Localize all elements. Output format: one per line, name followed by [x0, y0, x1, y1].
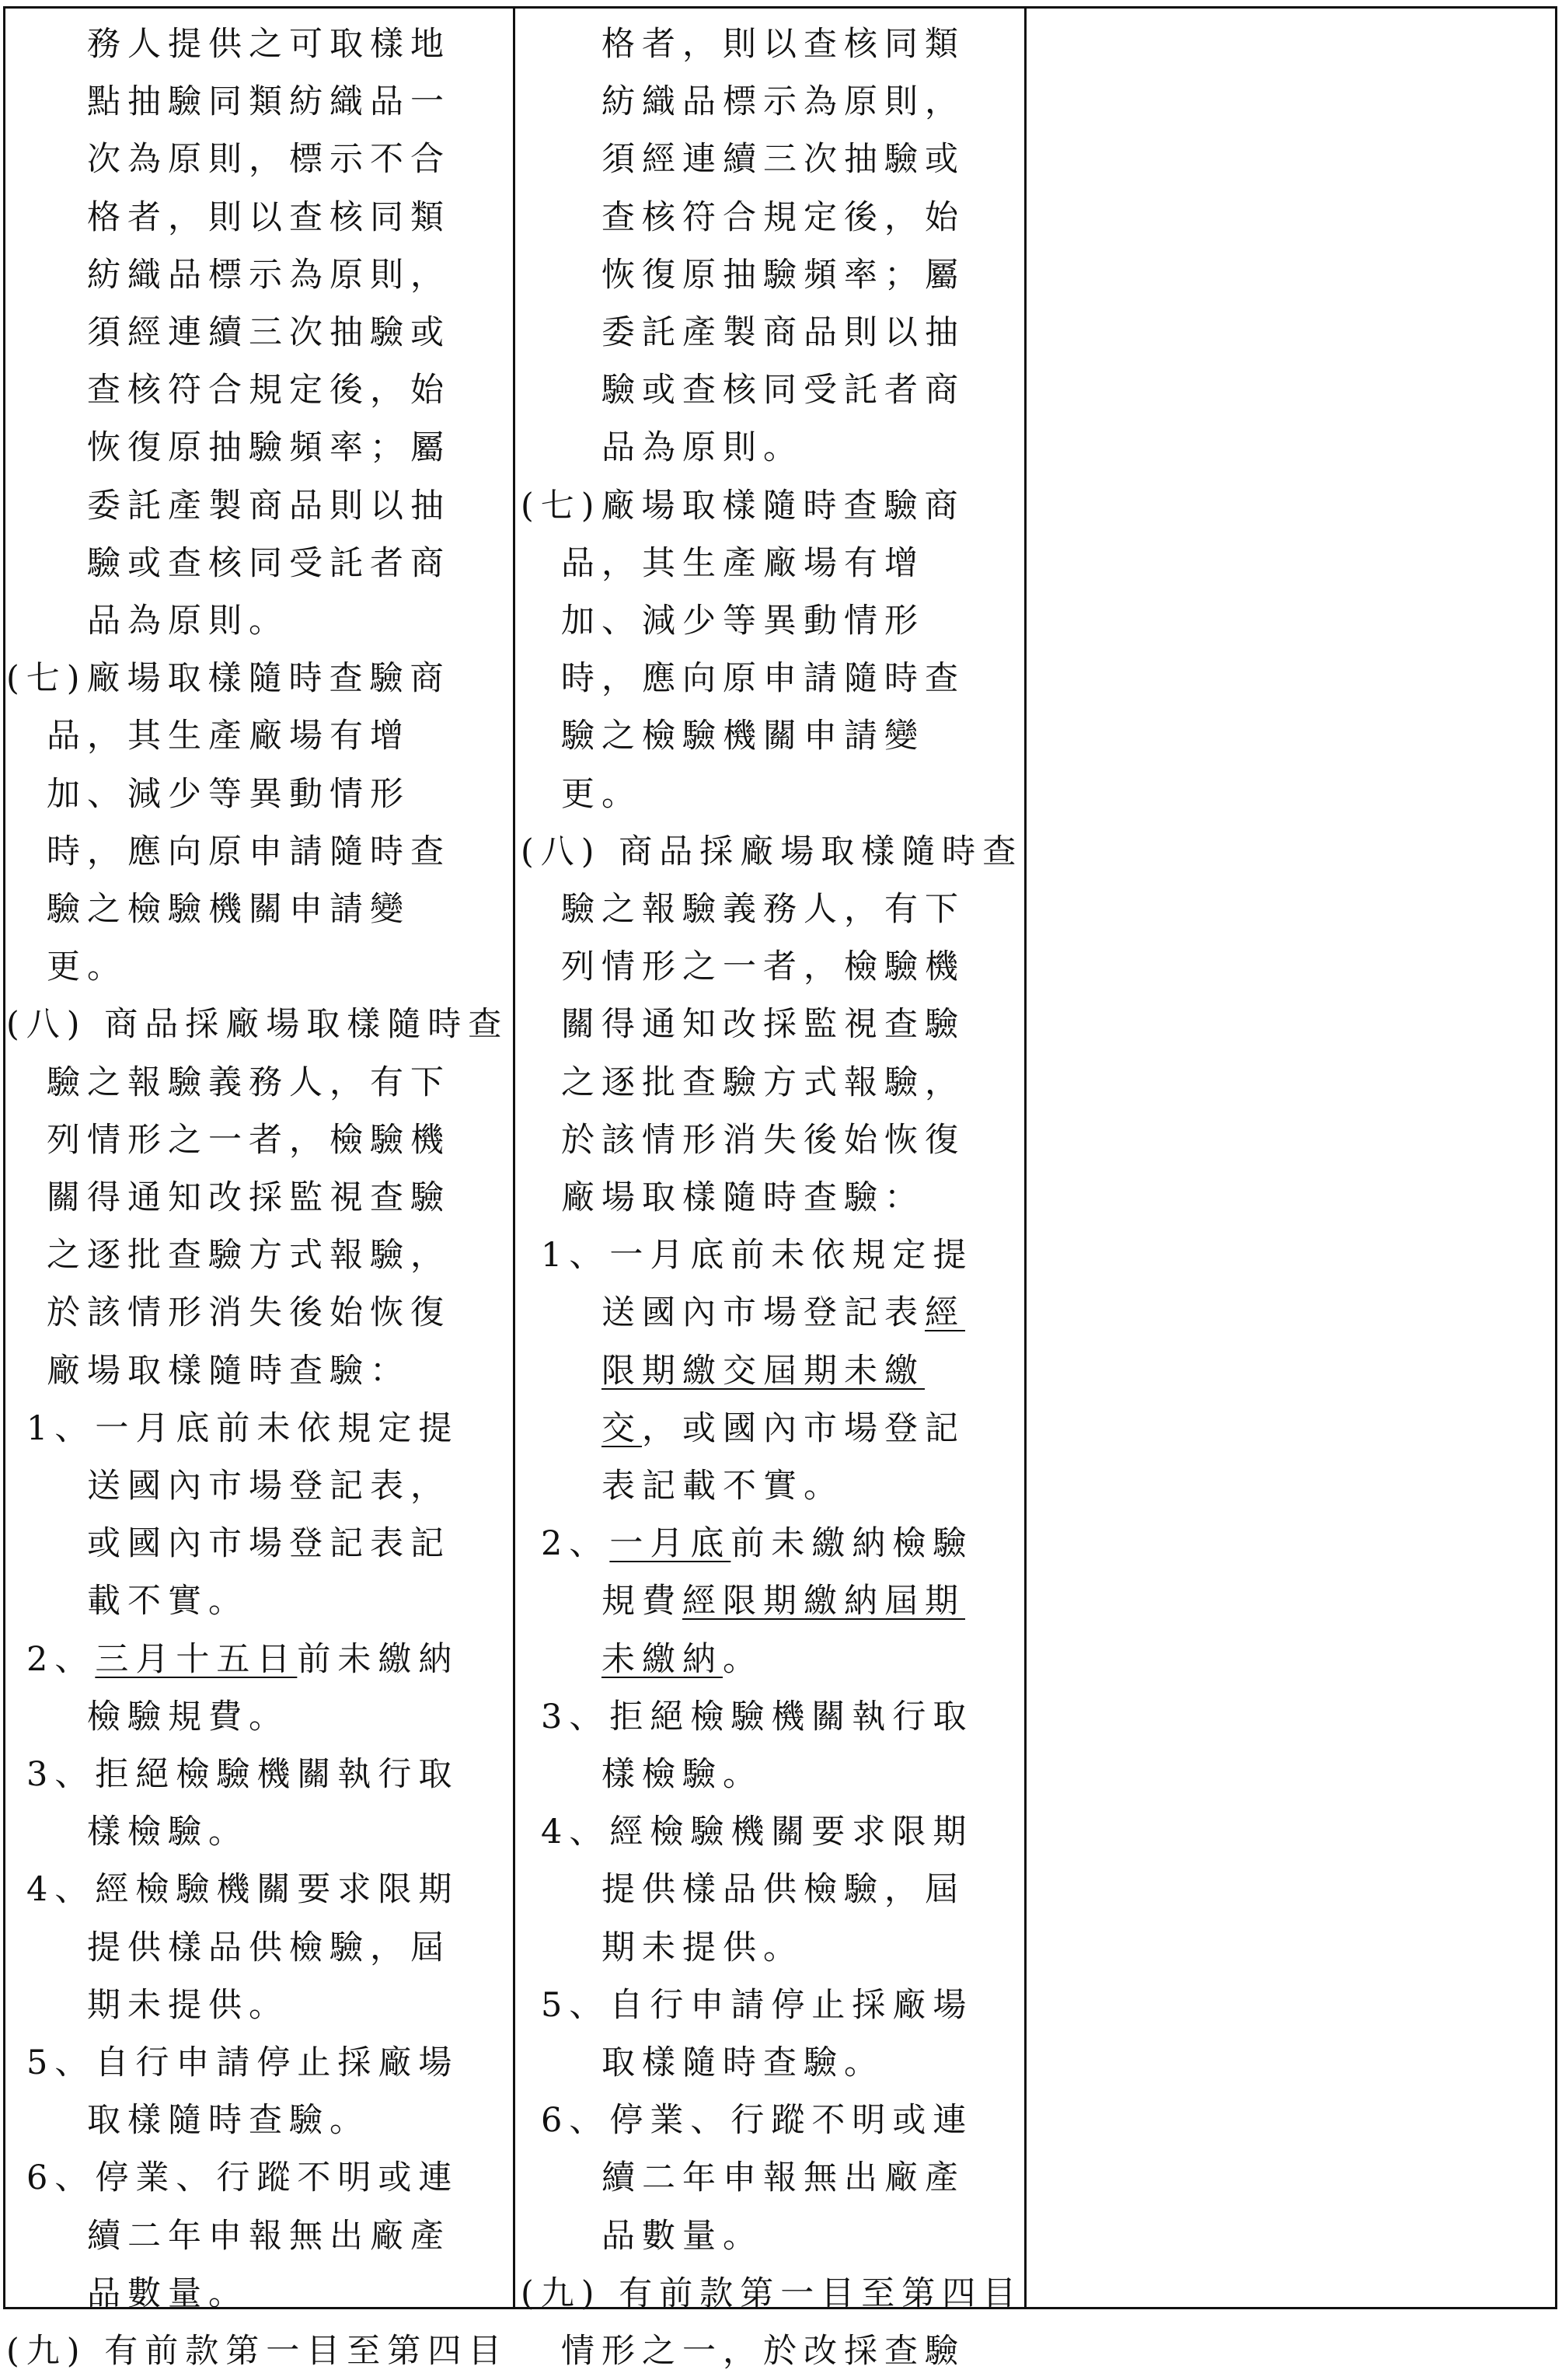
- text-line: 查核符合規定後，始: [87, 371, 451, 410]
- text-line: 品，其生產廠場有增: [47, 717, 410, 756]
- underlined-amendment: 一月底: [609, 1524, 731, 1564]
- underlined-amendment: 經: [925, 1293, 965, 1333]
- text-line: 時，應向原申請隨時查: [47, 832, 451, 871]
- text-line: 廠場取樣隨時查驗：: [47, 1351, 410, 1391]
- text-line: 期未提供。: [601, 1928, 804, 1967]
- text-line: (八) 商品採廠場取樣隨時查: [521, 832, 1023, 871]
- text-line: 之逐批查驗方式報驗，: [561, 1063, 965, 1102]
- text-line: 列情形之一者，檢驗機: [561, 947, 965, 987]
- text-line: 關得通知改採監視查驗: [47, 1178, 451, 1217]
- text-line: [601, 1342, 925, 1400]
- text-line: 恢復原抽驗頻率；屬: [87, 428, 451, 468]
- column-divider-1: [513, 6, 515, 2309]
- text-line: 未繳納。: [601, 1639, 763, 1679]
- text-line: 取樣隨時查驗。: [601, 2043, 884, 2082]
- text-line: 1、一月底前未依規定提: [26, 1408, 459, 1448]
- underlined-amendment: 經限期繳納屆期: [682, 1582, 965, 1621]
- text-line: 4、經檢驗機關要求限期: [26, 1870, 459, 1910]
- text-line: 檢驗規費。: [87, 1697, 289, 1736]
- column-divider-2: [1024, 6, 1027, 2309]
- text-line: 格者，則以查核同類: [87, 197, 451, 237]
- table-border-right: [1555, 6, 1557, 2309]
- text-line: 查核符合規定後，始: [601, 197, 965, 237]
- text-line: 驗之報驗義務人，有下: [561, 890, 965, 929]
- text-line: (九) 有前款第一目至第四目: [521, 2274, 1023, 2313]
- text-line: 續二年申報無出廠產: [601, 2158, 965, 2198]
- text-line: 務人提供之可取樣地: [87, 25, 451, 64]
- text-line: 紡織品標示為原則，: [601, 82, 965, 122]
- text-line: 載不實。: [87, 1582, 249, 1621]
- text-line: 品數量。: [601, 2216, 763, 2256]
- text-line: 於該情形消失後始恢復: [561, 1120, 965, 1160]
- text-line: 樣檢驗。: [87, 1813, 249, 1852]
- text-line: 5、自行申請停止採廠場: [26, 2043, 459, 2082]
- text-line: 委託產製商品則以抽: [601, 313, 965, 352]
- table-border-top: [3, 6, 1557, 9]
- text-line: 提供樣品供檢驗，屆: [87, 1928, 451, 1967]
- text-line: 2、三月十五日前未繳納: [26, 1639, 459, 1679]
- text-line: (九) 有前款第一目至第四目: [6, 2332, 509, 2371]
- text-line: 提供樣品供檢驗，屆: [601, 1870, 965, 1910]
- text-line: 驗或查核同受託者商: [601, 371, 965, 410]
- text-line: 廠場取樣隨時查驗：: [561, 1178, 925, 1217]
- text-line: 或國內市場登記表記: [87, 1524, 451, 1564]
- text-line: 3、拒絕檢驗機關執行取: [541, 1697, 974, 1736]
- text-line: (七)廠場取樣隨時查驗商: [6, 659, 451, 699]
- text-line: 交，或國內市場登記: [601, 1408, 965, 1448]
- text-line: 6、停業、行蹤不明或連: [541, 2101, 974, 2141]
- text-line: 2、一月底前未繳納檢驗: [541, 1524, 974, 1564]
- text-line: 紡織品標示為原則，: [87, 255, 451, 295]
- text-line: 委託產製商品則以抽: [87, 486, 451, 525]
- text-line: 關得通知改採監視查驗: [561, 1005, 965, 1045]
- text-line: 品為原則。: [601, 428, 804, 468]
- text-line: 6、停業、行蹤不明或連: [26, 2158, 459, 2198]
- text-line: 時，應向原申請隨時查: [561, 659, 965, 699]
- text-line: (七)廠場取樣隨時查驗商: [521, 486, 965, 525]
- text-line: 期未提供。: [87, 1985, 289, 2025]
- text-line: 取樣隨時查驗。: [87, 2101, 370, 2141]
- text-line: 列情形之一者，檢驗機: [47, 1120, 451, 1160]
- text-line: 加、減少等異動情形: [47, 774, 410, 814]
- text-line: 格者，則以查核同類: [601, 25, 965, 64]
- text-line: 3、拒絕檢驗機關執行取: [26, 1755, 459, 1794]
- text-line: 更。: [47, 947, 127, 987]
- text-line: 品，其生產廠場有增: [561, 543, 925, 583]
- underlined-amendment: 限期繳交屆期未繳: [601, 1351, 925, 1391]
- text-line: 恢復原抽驗頻率；屬: [601, 255, 965, 295]
- text-line: 須經連續三次抽驗或: [601, 140, 965, 180]
- text-line: 情形之一，於改採查驗: [561, 2332, 965, 2371]
- text-line: 驗之報驗義務人，有下: [47, 1063, 451, 1102]
- text-line: 驗或查核同受託者商: [87, 543, 451, 583]
- text-line: 點抽驗同類紡織品一: [87, 82, 451, 122]
- text-line: 品為原則。: [87, 602, 289, 640]
- text-line: 須經連續三次抽驗或: [87, 313, 451, 352]
- text-line: 5、自行申請停止採廠場: [541, 1985, 974, 2025]
- text-line: 規費經限期繳納屆期: [601, 1582, 965, 1621]
- text-line: 4、經檢驗機關要求限期: [541, 1813, 974, 1852]
- text-line: 送國內市場登記表經: [601, 1293, 965, 1333]
- text-line: 次為原則，標示不合: [87, 140, 451, 180]
- text-line: 1、一月底前未依規定提: [541, 1236, 974, 1275]
- text-line: 續二年申報無出廠產: [87, 2216, 451, 2256]
- text-line: 送國內市場登記表，: [87, 1467, 451, 1506]
- text-line: 驗之檢驗機關申請變: [47, 890, 410, 929]
- text-line: 於該情形消失後始恢復: [47, 1293, 451, 1333]
- text-line: 樣檢驗。: [601, 1755, 763, 1794]
- underlined-amendment: 未繳納: [601, 1639, 723, 1679]
- text-line: 之逐批查驗方式報驗，: [47, 1236, 451, 1275]
- text-line: 驗之檢驗機關申請變: [561, 717, 925, 756]
- text-line: 更。: [561, 774, 642, 814]
- text-line: 加、減少等異動情形: [561, 602, 925, 640]
- text-line: 品數量。: [87, 2274, 249, 2313]
- table-border-left: [3, 6, 5, 2309]
- underlined-amendment: 交: [601, 1408, 642, 1448]
- text-line: 表記載不實。: [601, 1467, 844, 1506]
- underlined-amendment: 三月十五日: [95, 1639, 298, 1679]
- text-line: (八) 商品採廠場取樣隨時查: [6, 1005, 509, 1045]
